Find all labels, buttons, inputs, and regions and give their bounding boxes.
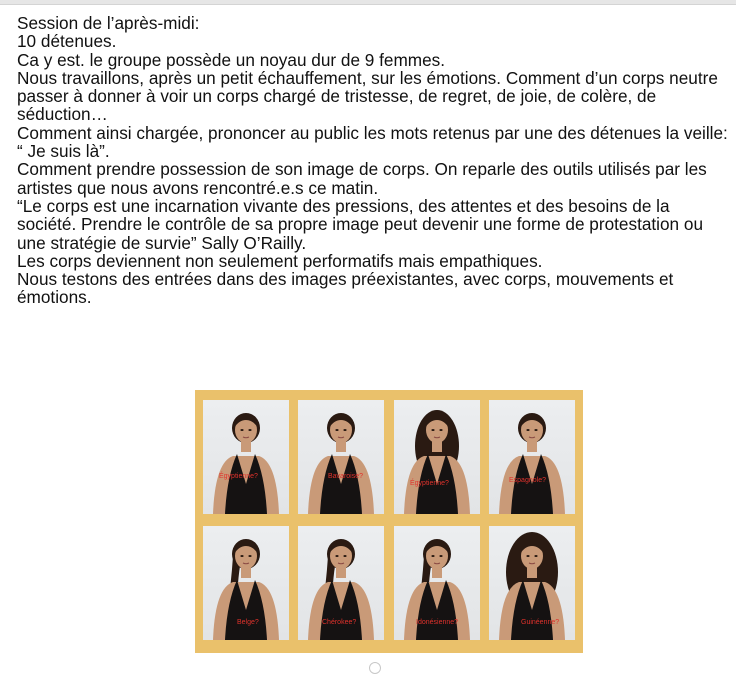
scroll-indicator-icon[interactable] — [369, 662, 381, 674]
photo-caption: Égyptienne? — [219, 473, 258, 480]
portrait-figure — [203, 400, 289, 514]
portrait-photo — [298, 526, 384, 640]
photo-caption: Guinéenne? — [521, 619, 560, 626]
paragraph-session-title: Session de l’après-midi: — [17, 13, 200, 33]
photo-caption: Idonésienne? — [416, 619, 459, 626]
portrait-figure — [394, 400, 480, 514]
paragraph-performative: Les corps deviennent non seulement performatifs mais empathiques. — [17, 250, 543, 271]
portrait-photo — [489, 400, 575, 514]
portrait-photo — [489, 526, 575, 640]
paragraph-body-image: Comment prendre possession de son image de corps. On reparle des outils utilisés par les artistes que nous avons rencontré.e.s ce matin. — [17, 159, 707, 198]
paragraph-detainee-count: 10 détenues. — [17, 31, 117, 52]
photo-caption: Espagnole? — [509, 477, 546, 484]
photo-caption: Chérokee? — [322, 619, 357, 626]
paragraph-public-words: Comment ainsi chargée, prononcer au public les mots retenus par une des détenues la veille: “ Je suis là”. — [17, 122, 728, 162]
photo-caption: Belge? — [237, 619, 259, 626]
portrait-photo — [203, 400, 289, 514]
portrait-figure — [489, 400, 575, 514]
paragraph-core-group: Ca y est. le groupe possède un noyau dur de 9 femmes. — [17, 49, 446, 70]
portrait-photo — [298, 400, 384, 514]
portrait-photo — [394, 400, 480, 514]
top-toolbar-edge — [0, 0, 736, 5]
paragraph-emotions: Nous travaillons, après un petit échauffement, sur les émotions. Comment d’un corps neutre passer à donner à voir un corps chargé de tristesse, de regret, de joie, de colère, de séduction… — [17, 67, 718, 125]
paragraph-quote: “Le corps est une incarnation vivante des pressions, des attentes et des besoins de la société. Prendre le contrôle de sa propre image peut devenir une forme de protestation ou une stratégie de survie” Sally O’Railly. — [17, 195, 704, 253]
photo-caption: Égyptienne? — [410, 480, 449, 487]
portrait-figure — [298, 400, 384, 514]
paragraph-tests: Nous testons des entrées dans des images préexistantes, avec corps, mouvements et émotions. — [17, 269, 674, 308]
photo-caption: Bavaroise? — [328, 473, 364, 480]
portrait-photo — [394, 526, 480, 640]
portrait-photo — [203, 526, 289, 640]
portrait-photo-grid — [195, 390, 583, 653]
document-body — [17, 14, 729, 307]
